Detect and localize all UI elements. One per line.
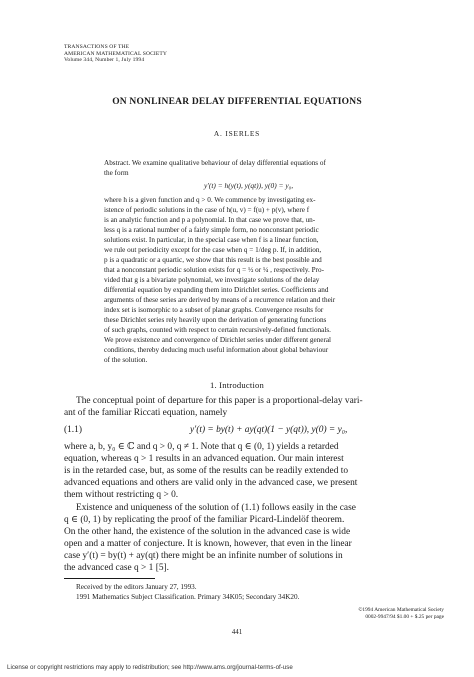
abstract-line: the form [104,169,129,177]
abstract-line: istence of periodic solutions in the case of h(u, v) = f(u) + p(v), where f [104,206,310,214]
page-number: 441 [231,628,243,636]
body-line: Existence and uniqueness of the solution of (1.1) follows easily in the case [76,503,356,513]
abstract-line: vided that g is a bivariate polynomial, we investigate solutions of the delay [104,276,320,284]
abstract-line: differential equation by expanding them into Dirichlet series. Coefficients and [104,286,329,294]
footnote-received: Received by the editors January 27, 1993. [76,583,197,591]
body-line: the advanced case q > 1 [5]. [64,563,169,573]
body-line: is in the retarded case, but, as some of the results can be readily extended to [64,466,349,476]
abstract-line: conditions, thereby deducing much useful information about global behaviour [104,346,329,354]
abstract-line: of the solution. [104,356,148,364]
body-line: ant of the familiar Riccati equation, namely [64,408,228,418]
author-name: A. ISERLES [213,129,261,138]
footnote-rule [64,578,155,579]
body-line: them without restricting q > 0. [64,490,179,500]
abstract-line: arguments of these series are derived by means of a recurrence relation and their [104,296,336,304]
section-heading: 1. Introduction [209,380,265,390]
journal-volume: Volume 344, Number 1, July 1994 [64,57,145,63]
abstract-line: p is a quadratic or a quartic, we show that this result is the best possible and [104,256,322,264]
body-line: q ∈ (0, 1) by replicating the proof of the familiar Picard-Lindelöf theorem. [64,515,345,525]
journal-name-line-2: AMERICAN MATHEMATICAL SOCIETY [64,50,168,57]
paper-title: ON NONLINEAR DELAY DIFFERENTIAL EQUATIONS [112,97,362,107]
abstract-line: we rule out periodicity except for the case when q = 1/deg p. If, in addition, [104,246,322,254]
body-line: where a, b, y₀ ∈ ℂ and q > 0, q ≠ 1. Note that q ∈ (0, 1) yields a retarded [64,442,339,452]
abstract-line: less q is a rational number of a fairly simple form, no nonconstant periodic [104,226,319,234]
abstract-line: solutions exist. In particular, in the special case when f is a linear function, [104,236,319,244]
body-line: On the other hand, the existence of the solution in the advanced case is wide [64,527,351,537]
body-line: open and a matter of conjecture. It is known, however, that even in the linear [64,539,352,549]
abstract-line: index set is isomorphic to a subset of planar graphs. Convergence results for [104,306,324,314]
abstract-line: that a nonconstant periodic solution exists for q = ½ or ¼ , respectively. Pro- [104,266,324,274]
body-line: The conceptual point of departure for this paper is a proportional-delay vari- [76,396,363,406]
copyright-line-1: ©1994 American Mathematical Society [358,607,444,613]
body-line: advanced equations and others are valid only in the advanced case, we present [64,478,358,488]
copyright-line-2: 0002-9947/94 $1.00 + $.25 per page [365,614,444,620]
footnote-msc: 1991 Mathematics Subject Classification. Primary 34K05; Secondary 34K20. [76,593,300,601]
abstract-line: these Dirichlet series rely heavily upon the derivation of generating functions [104,316,327,324]
abstract-line: Abstract. We examine qualitative behaviour of delay differential equations of [104,159,326,167]
display-equation: y′(t) = by(t) + ay(qt)(1 − y(qt)), y(0) = y₀, [190,425,348,435]
abstract-line: where h is a given function and q > 0. We commence by investigating ex- [104,196,316,204]
equation-number: (1.1) [64,425,82,435]
license-notice: License or copyright restrictions may apply to redistribution; see http://www.ams.org/journal-terms-of-use [7,664,293,671]
body-line: case y′(t) = by(t) + ay(qt) there might be an infinite number of solutions in [64,551,343,561]
abstract-line: of such graphs, counted with respect to certain recursively-defined functionals. [104,326,331,334]
abstract-line: We prove existence and convergence of Dirichlet series under different general [104,336,332,344]
abstract-line: is an analytic function and p a polynomial. In that case we prove that, un- [104,216,316,224]
body-line: equation, whereas q > 1 results in an advanced equation. Our main interest [64,454,344,464]
abstract-equation: y′(t) = h(y(t), y(qt)), y(0) = y₀, [204,181,294,190]
journal-name-line-1: TRANSACTIONS OF THE [64,44,130,50]
